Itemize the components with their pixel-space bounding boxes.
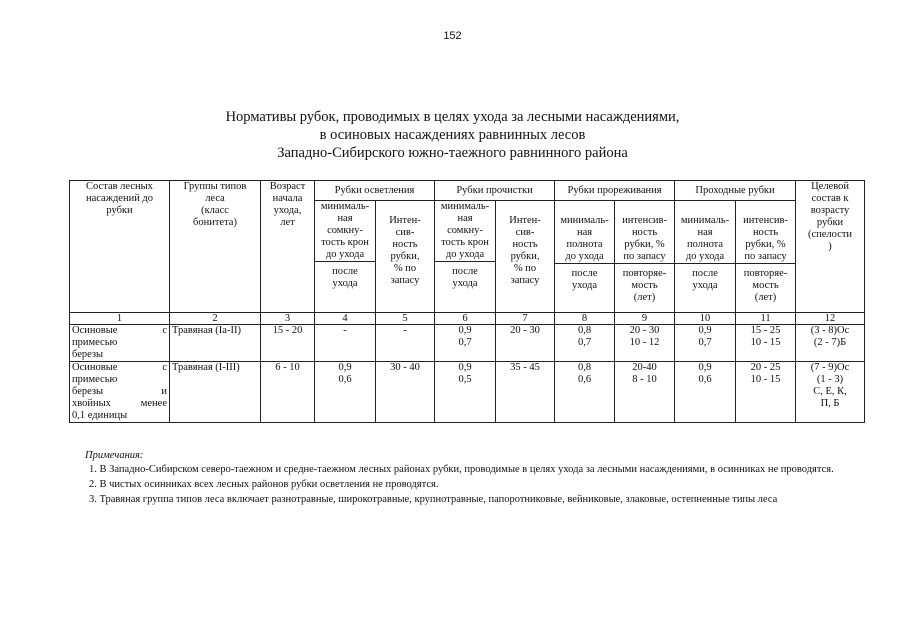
page-number: 152 <box>443 30 462 42</box>
text-line: 0,5 <box>458 374 472 385</box>
text-line: начала <box>272 193 303 204</box>
cell-forest-type: Травяная (I-III) <box>170 362 261 423</box>
text-line: ухода <box>692 280 718 291</box>
text-line: 0,8 <box>577 325 592 336</box>
text-line: 30 - 40 <box>390 362 420 373</box>
text-line: (2 - 7)Б <box>813 337 847 348</box>
text-line: (лет) <box>754 292 777 303</box>
cell-value <box>675 362 736 423</box>
text-line: сив- <box>395 227 415 238</box>
text-line: рубки <box>106 205 133 216</box>
column-index: 3 <box>261 313 315 325</box>
text-line: леса <box>205 193 225 204</box>
text-line: (3 - 8)Ос <box>810 325 850 336</box>
text-line: ная <box>697 227 713 238</box>
text-line: сомкну- <box>447 225 483 236</box>
text-line: ухода <box>572 280 598 291</box>
text-line: после <box>571 268 598 279</box>
text-line: тость крон <box>441 237 489 248</box>
text-line: минималь- <box>680 215 730 226</box>
text-line: мость <box>752 280 779 291</box>
text-line: ность <box>392 239 418 250</box>
header-intensity <box>615 201 675 313</box>
title-line: Нормативы рубок, проводимых в целях ухода за лесными насаждениями, <box>225 109 680 125</box>
cell-age: 6 - 10 <box>261 362 315 423</box>
column-index: 1 <box>70 313 170 325</box>
text-line: ухода, <box>273 205 302 216</box>
text-line: 15 - 25 <box>750 325 781 336</box>
text-line: С, Е, К, <box>813 386 847 397</box>
text-line: полнота <box>686 239 724 250</box>
text-line: по запасу <box>623 251 666 262</box>
text-line: 20-40 <box>632 362 657 373</box>
header-age <box>261 181 315 313</box>
text-line: по запасу <box>744 251 787 262</box>
cell-value <box>376 325 435 362</box>
header-target-composition <box>796 181 865 313</box>
cell-value <box>435 362 496 423</box>
cell-value <box>555 325 615 362</box>
text-line: после <box>332 266 358 277</box>
cell-value <box>615 362 675 423</box>
cell-composition: Осиновые с примесью березы <box>70 325 170 362</box>
note-item: 3. Травяная группа типов леса включает разнотравные, широкотравные, крупнотравные, папоротниковые, вейниковые, злаковые, остепненные типы леса <box>89 494 778 505</box>
text-line: 0,7 <box>698 337 712 348</box>
text-line: - <box>343 325 347 336</box>
text-line: 10 - 15 <box>750 337 781 348</box>
note-item: 1. В Западно-Сибирском северо-таежном и средне-таежном лесных районах рубки, проводимые в целях ухода за лесными насаждениями, в осинниках не проводятся. <box>89 464 834 475</box>
text-line: ность <box>512 239 538 250</box>
text-line: минималь- <box>320 201 370 212</box>
text-line: 0,9 <box>458 325 472 336</box>
text-line: (1 - 3) <box>816 374 844 385</box>
header-intensity <box>496 201 555 313</box>
text-line: 0,9 <box>698 362 712 373</box>
text-line: - <box>403 325 407 336</box>
text-line: до ухода <box>445 249 485 260</box>
text-line: интенсив- <box>743 215 788 226</box>
header-group-clearing: Рубки осветления <box>315 181 435 201</box>
text-line: полнота <box>566 239 603 250</box>
text-line: запасу <box>510 275 540 286</box>
cell-target <box>796 362 865 423</box>
column-index: 12 <box>796 313 865 325</box>
text-line: сомкну- <box>327 225 363 236</box>
text-line: 35 - 45 <box>510 362 540 373</box>
text-line: 0,9 <box>458 362 472 373</box>
text-line: (7 - 9)Ос <box>810 362 850 373</box>
table-row <box>70 362 865 423</box>
column-index: 10 <box>675 313 736 325</box>
text-line: ная <box>457 213 473 224</box>
note-item: 2. В чистых осинниках всех лесных районов рубки осветления не проводятся. <box>89 479 439 490</box>
text-line: Целевой <box>811 181 849 192</box>
text-line: после <box>452 266 478 277</box>
cell-value <box>315 362 376 423</box>
cell-value <box>496 325 555 362</box>
text-line: рубки, % <box>745 239 786 250</box>
norms-table <box>69 180 865 423</box>
text-line: 0,6 <box>338 374 352 385</box>
text-line: (лет) <box>633 292 656 303</box>
text-line: минималь- <box>440 201 490 212</box>
text-line: 0,7 <box>577 337 592 348</box>
column-index: 9 <box>615 313 675 325</box>
text-line: до ухода <box>685 251 725 262</box>
text-line: тость крон <box>321 237 369 248</box>
header-composition <box>70 181 170 313</box>
text-line: бонитета) <box>193 217 237 228</box>
text-line: П, Б <box>820 398 840 409</box>
text-line: 10 - 15 <box>750 374 781 385</box>
cell-value <box>315 325 376 362</box>
text-line: 0,9 <box>338 362 352 373</box>
cell-value <box>376 362 435 423</box>
text-line: ухода <box>452 278 478 289</box>
table-row <box>70 325 865 362</box>
text-line: рубки, <box>390 251 420 262</box>
text-line: 20 - 25 <box>750 362 781 373</box>
text-line: (спелости <box>808 229 853 240</box>
header-group-cleaning: Рубки прочистки <box>435 181 555 201</box>
header-forest-type <box>170 181 261 313</box>
text-line: ность <box>631 227 658 238</box>
cell-value <box>675 325 736 362</box>
cell-value <box>736 362 796 423</box>
text-line: 20 - 30 <box>510 325 540 336</box>
text-line: состав к <box>811 193 849 204</box>
index-row <box>70 313 865 325</box>
header-group-passage: Проходные рубки <box>675 181 796 201</box>
document-title <box>0 108 905 162</box>
notes <box>79 449 861 508</box>
text-line: 10 - 12 <box>629 337 660 348</box>
title-line: в осиновых насаждениях равнинных лесов <box>319 127 586 143</box>
text-line: Состав лесных <box>86 181 153 192</box>
text-line: сив- <box>515 227 535 238</box>
text-line: до ухода <box>565 251 604 262</box>
column-index: 4 <box>315 313 376 325</box>
text-line: повторяе- <box>743 268 788 279</box>
column-index: 11 <box>736 313 796 325</box>
text-line: повторяе- <box>622 268 667 279</box>
column-index: 2 <box>170 313 261 325</box>
text-line: минималь- <box>560 215 609 226</box>
text-line: ность <box>752 227 779 238</box>
column-index: 5 <box>376 313 435 325</box>
text-line: рубки, <box>510 251 540 262</box>
text-line: ная <box>337 213 353 224</box>
text-line: насаждений до <box>85 193 154 204</box>
text-line: 0,9 <box>698 325 712 336</box>
header-intensity <box>736 201 796 313</box>
text-line: 0,7 <box>458 337 472 348</box>
cell-value <box>736 325 796 362</box>
column-index: 8 <box>555 313 615 325</box>
text-line: 0,6 <box>577 374 592 385</box>
title-line: Западно-Сибирского южно-таежного равнинного района <box>277 145 628 161</box>
text-line: рубки, % <box>624 239 665 250</box>
header-min-closure <box>435 201 496 313</box>
text-line: ухода <box>332 278 358 289</box>
text-line: возрасту <box>810 205 850 216</box>
header-min-density <box>675 201 736 313</box>
cell-value <box>615 325 675 362</box>
text-line: мость <box>631 280 658 291</box>
cell-forest-type: Травяная (Ia-II) <box>170 325 261 362</box>
notes-title: Примечания: <box>85 450 144 461</box>
text-line: до ухода <box>325 249 365 260</box>
header-intensity <box>376 201 435 313</box>
text-line: лет <box>280 217 295 228</box>
header-group-thinning: Рубки прореживания <box>555 181 675 201</box>
text-line: (класс <box>201 205 229 216</box>
text-line: 8 - 10 <box>632 374 657 385</box>
cell-value <box>496 362 555 423</box>
header-min-density <box>555 201 615 313</box>
text-line: ) <box>828 241 832 252</box>
cell-value <box>435 325 496 362</box>
text-line: рубки <box>816 217 844 228</box>
cell-age: 15 - 20 <box>261 325 315 362</box>
text-line: % по <box>393 263 417 274</box>
text-line: ная <box>576 227 593 238</box>
text-line: Возраст <box>269 181 306 192</box>
cell-composition: Осиновые с примесью березы и хвойных менее 0,1 единицы <box>70 362 170 423</box>
cell-target <box>796 325 865 362</box>
text-line: % по <box>513 263 537 274</box>
text-line: интенсив- <box>622 215 667 226</box>
column-index: 7 <box>496 313 555 325</box>
cell-value <box>555 362 615 423</box>
text-line: 20 - 30 <box>629 325 660 336</box>
text-line: запасу <box>390 275 420 286</box>
header-min-closure <box>315 201 376 313</box>
text-line: 0,6 <box>698 374 712 385</box>
text-line: после <box>692 268 718 279</box>
text-line: Группы типов <box>183 181 247 192</box>
text-line: Интен- <box>509 215 541 226</box>
text-line: Интен- <box>389 215 421 226</box>
column-index: 6 <box>435 313 496 325</box>
text-line: 0,8 <box>577 362 592 373</box>
